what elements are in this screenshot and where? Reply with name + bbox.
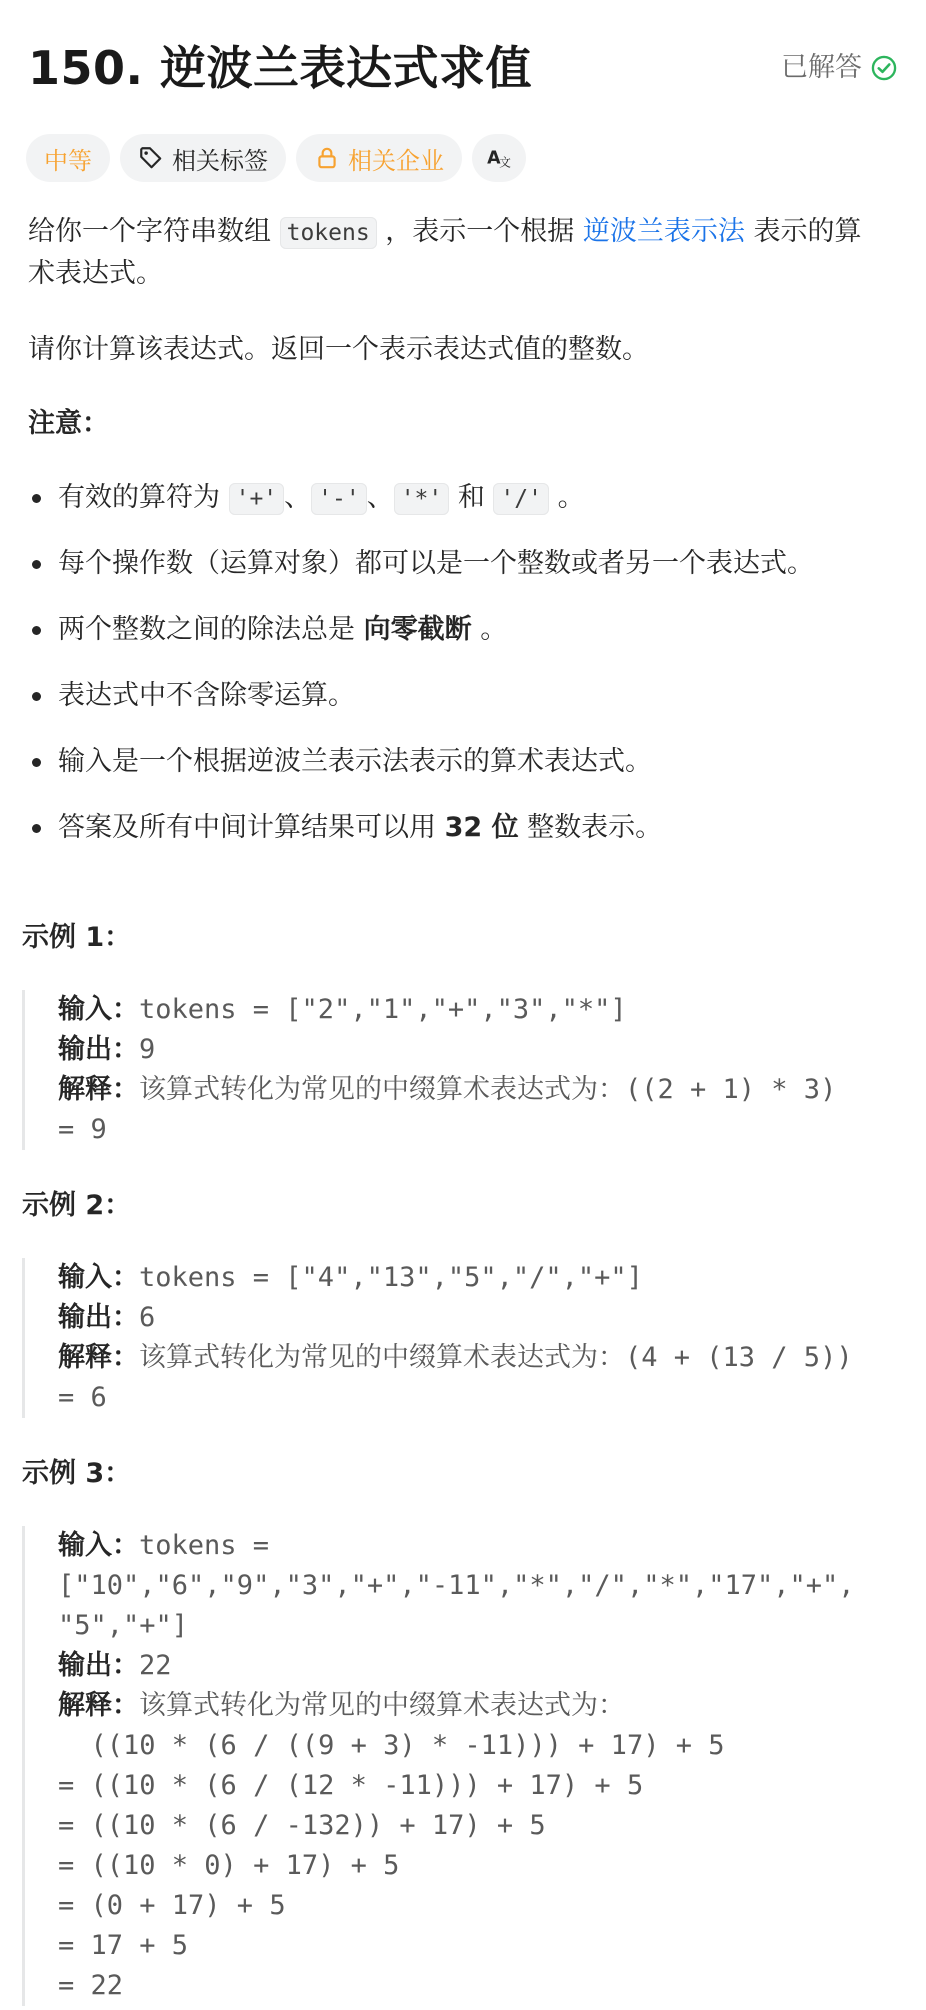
- tag-row: [26, 134, 526, 182]
- list-item: 两个整数之间的除法总是 向零截断 。: [28, 610, 814, 676]
- explain-line: = 17 + 5: [58, 1930, 189, 1961]
- example-input-line: ["10","6","9","3","+","-11","*","/","*","17","+",: [58, 1570, 855, 1601]
- desc-text: ，表示一个根据: [385, 216, 575, 247]
- explain-line: = 22: [58, 1970, 124, 2001]
- example-input-line: "5","+"]: [58, 1610, 189, 1641]
- translate-icon: [486, 145, 512, 171]
- tokens-code: tokens: [280, 217, 377, 249]
- list-item: 输入是一个根据逆波兰表示法表示的算术表达式。: [28, 742, 814, 808]
- example-3-block: 输入：tokens = ["10","6","9","3","+","-11","*","/","*","17","+", "5","+"] 输出：22 解释：该算式转化为常见的中缀算术表达式为： ((10 * (6 / ((9 + 3) * -11))) + 17) + 5 = ((10 * (6 / (12 * -11))) + 17) + 5 = ((10 * (6 / -132)) + 17) + 5 = ((10 * 0) + 17) + 5 = (0 + 17) + 5 = 17 + 5 = 22: [22, 1526, 855, 2006]
- explain-line: = 9: [58, 1114, 107, 1145]
- explain-line: = 6: [58, 1382, 107, 1413]
- related-companies-label: 相关企业: [348, 146, 444, 175]
- explain-line: = ((10 * (6 / -132)) + 17) + 5: [58, 1810, 546, 1841]
- notes-list: [28, 478, 814, 874]
- related-companies-button[interactable]: [296, 134, 462, 182]
- list-item: 表达式中不含除零运算。: [28, 676, 814, 742]
- difficulty-badge[interactable]: [26, 134, 110, 182]
- problem-title: 150. 逆波兰表达式求值: [28, 41, 533, 95]
- example-input: tokens =: [139, 1530, 270, 1561]
- explain-line: = ((10 * (6 / (12 * -11))) + 17) + 5: [58, 1770, 644, 1801]
- example-input: tokens = ["4","13","5","/","+"]: [139, 1262, 643, 1293]
- example-3-title: 示例 3：: [22, 1458, 132, 1489]
- example-output: 9: [139, 1034, 156, 1065]
- desc-text: 给你一个字符串数组: [28, 216, 271, 247]
- example-input: tokens = ["2","1","+","3","*"]: [139, 994, 627, 1025]
- example-2-title: 示例 2：: [22, 1190, 132, 1221]
- example-output: 6: [139, 1302, 156, 1333]
- svg-text:文: 文: [499, 155, 511, 170]
- desc-text: 表示的算: [753, 216, 862, 247]
- tag-icon: [138, 145, 164, 171]
- explain-line: = (0 + 17) + 5: [58, 1890, 286, 1921]
- related-tags-label: 相关标签: [172, 146, 268, 175]
- example-1-title: 示例 1：: [22, 922, 132, 953]
- solved-status: [781, 48, 898, 88]
- rpn-link[interactable]: 逆波兰表示法: [582, 216, 745, 247]
- difficulty-label: 中等: [44, 146, 92, 175]
- list-item: 答案及所有中间计算结果可以用 32 位 整数表示。: [28, 808, 814, 874]
- description-paragraph-2: 请你计算该表达式。返回一个表示表达式值的整数。: [28, 334, 649, 365]
- check-circle-icon: [870, 54, 898, 82]
- explain-line: ((10 * (6 / ((9 + 3) * -11))) + 17) + 5: [58, 1730, 725, 1761]
- explain-line: = ((10 * 0) + 17) + 5: [58, 1850, 400, 1881]
- translate-button[interactable]: [472, 134, 526, 182]
- description-paragraph-1: [28, 212, 861, 253]
- note-title: 注意：: [28, 408, 109, 439]
- svg-text:A: A: [487, 148, 501, 169]
- list-item: 每个操作数（运算对象）都可以是一个整数或者另一个表达式。: [28, 544, 814, 610]
- example-output: 22: [139, 1650, 172, 1681]
- lock-icon: [314, 145, 340, 171]
- example-1-block: 输入：tokens = ["2","1","+","3","*"] 输出：9 解释：该算式转化为常见的中缀算术表达式为：((2 + 1) * 3) = 9: [22, 990, 836, 1150]
- list-item: 有效的算符为 '+' 、 '-' 、 '*' 和 '/' 。: [28, 478, 814, 544]
- solved-label: 已解答: [781, 52, 862, 83]
- description-paragraph-1-line-2: 术表达式。: [28, 258, 163, 289]
- example-2-block: 输入：tokens = ["4","13","5","/","+"] 输出：6 解释：该算式转化为常见的中缀算术表达式为：(4 + (13 / 5)) = 6: [22, 1258, 853, 1418]
- related-tags-button[interactable]: [120, 134, 286, 182]
